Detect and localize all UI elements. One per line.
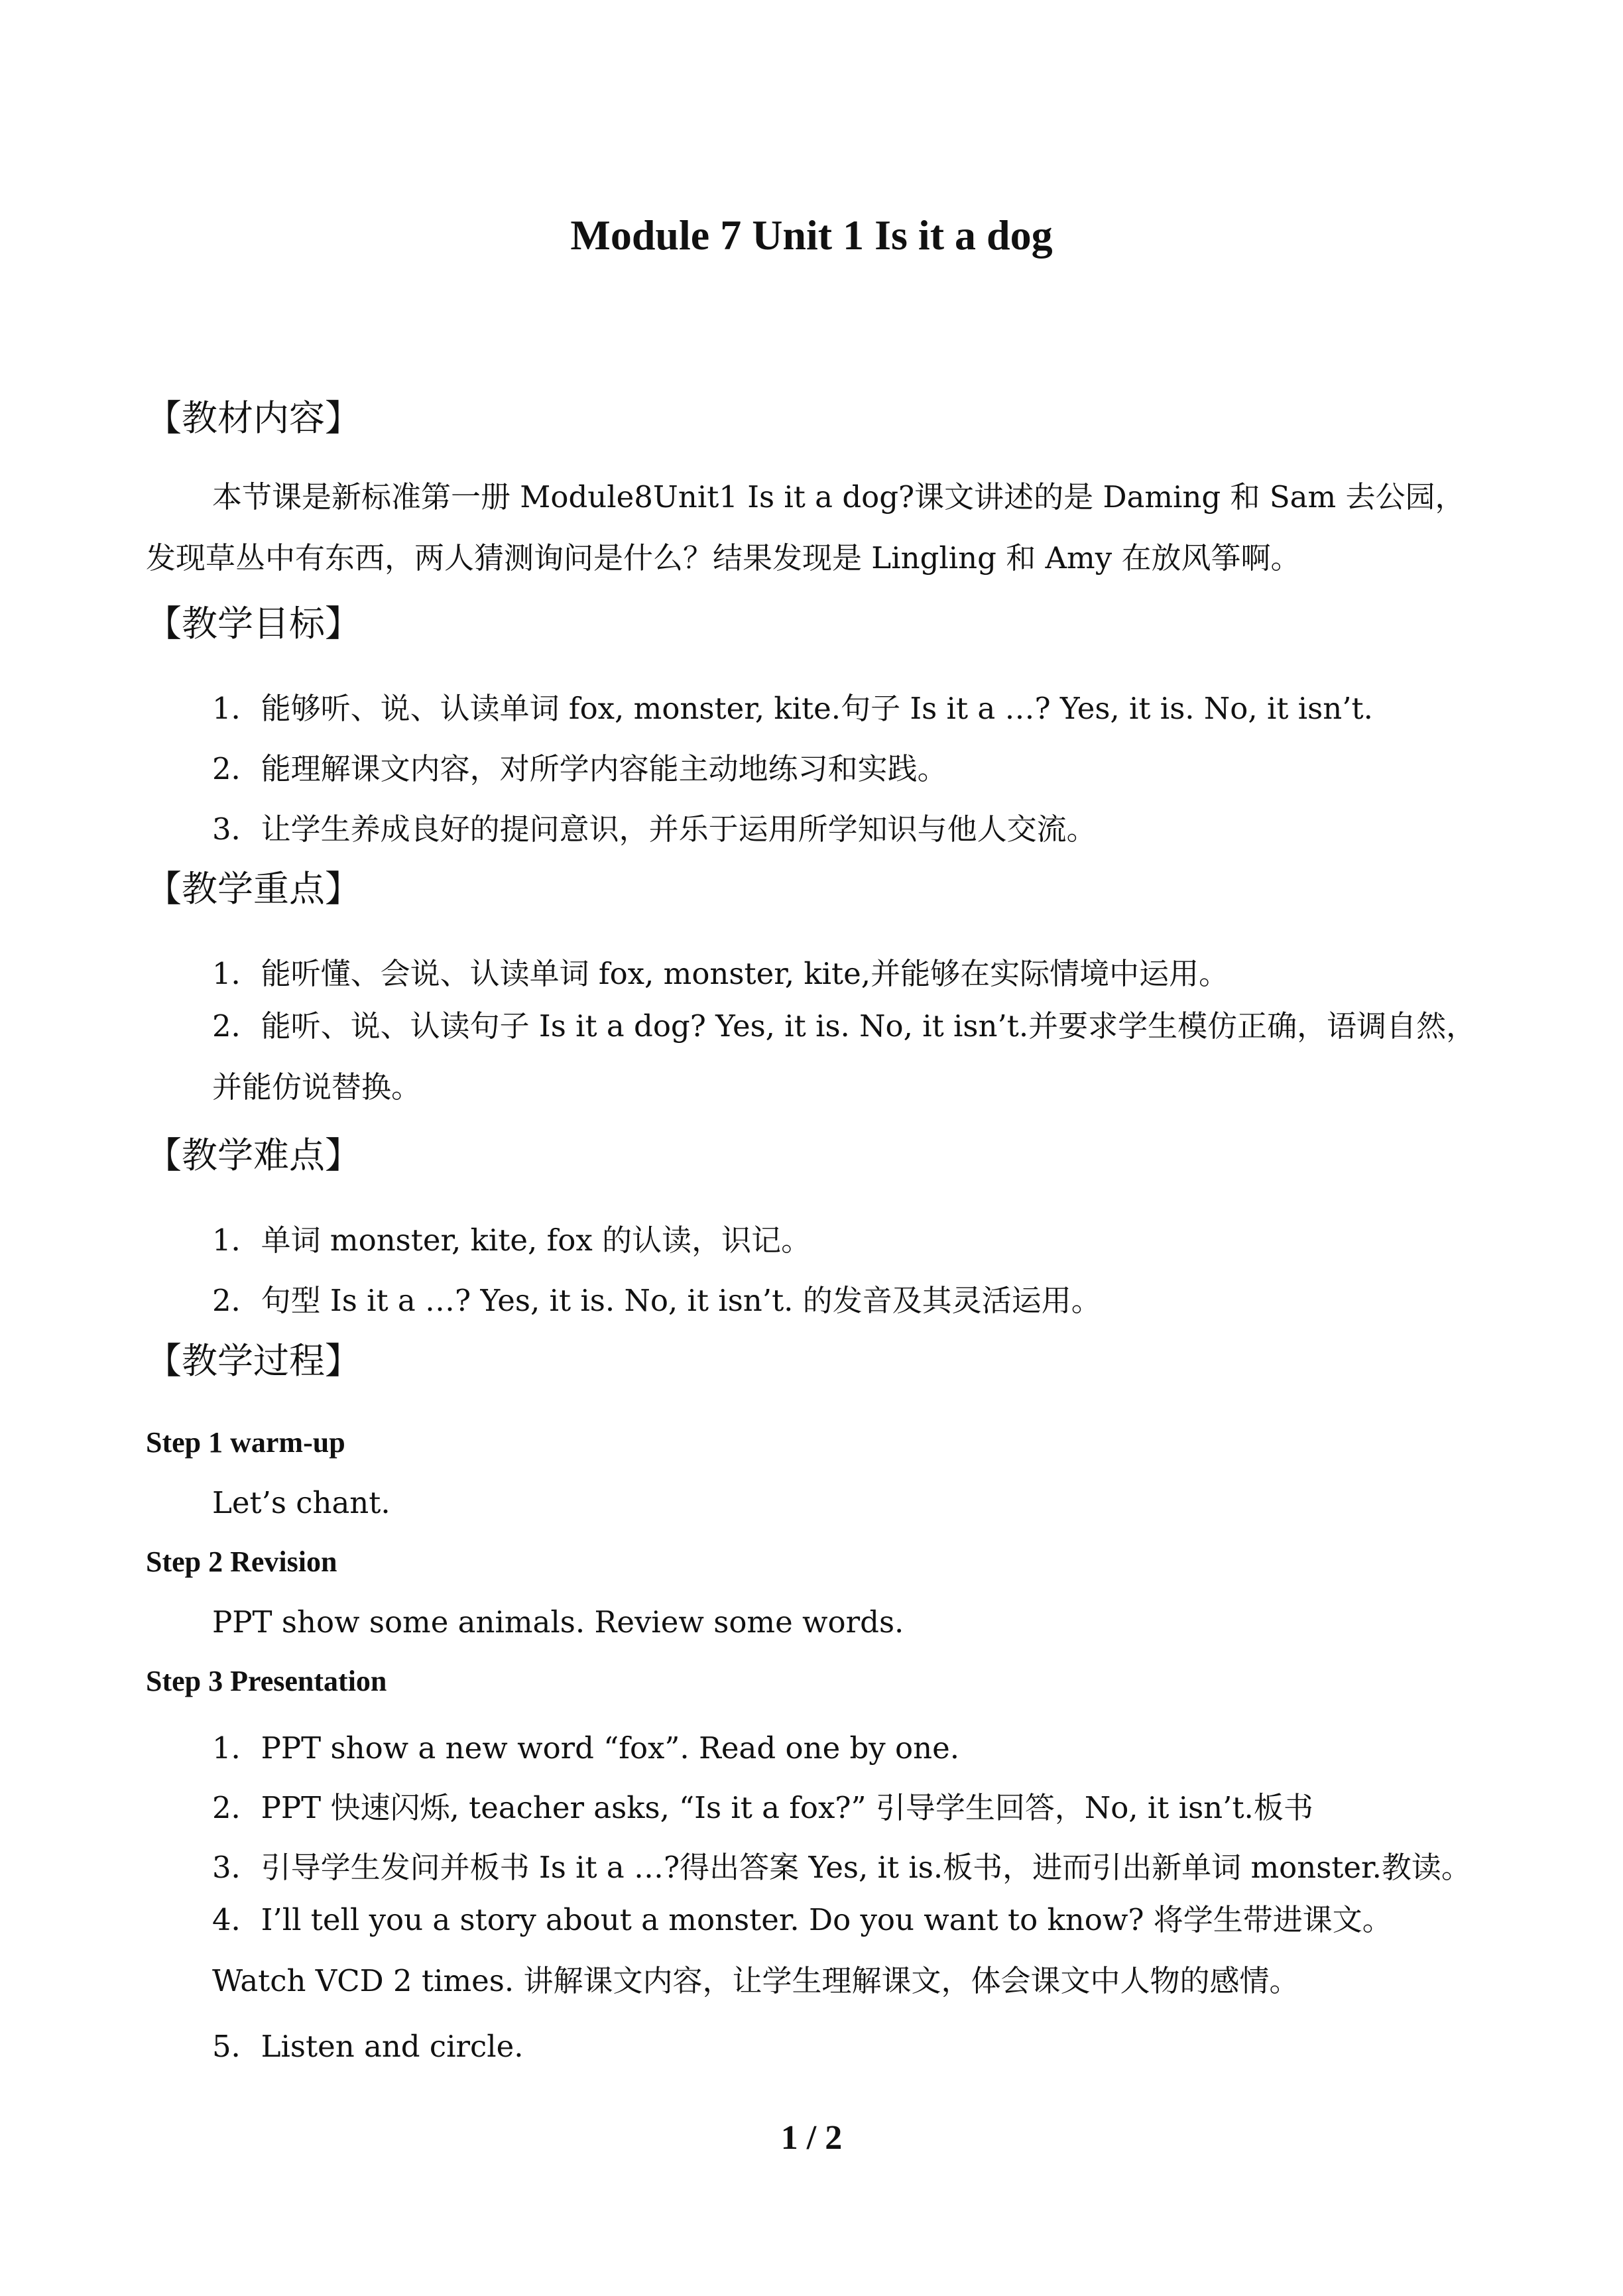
difficulty-item: 1．单词 monster, kite, fox 的认读，识记。 bbox=[212, 1223, 812, 1258]
objective-item: 3．让学生养成良好的提问意识，并乐于运用所学知识与他人交流。 bbox=[212, 812, 1097, 847]
page-number: 1 / 2 bbox=[780, 2119, 843, 2157]
step-item: 2．PPT 快速闪烁, teacher asks, “Is it a fox?” 引导学生回答，No, it isn’t.板书 bbox=[212, 1790, 1313, 1825]
step-title: Step 2 Revision bbox=[146, 1545, 337, 1578]
step-item: 4．I’ll tell you a story about a monster. Do you want to know? 将学生带进课文。Watch VCD 2 times. 讲解课文内容，让学生理解课文，体会课文中人物的感情。 bbox=[212, 1902, 1392, 1998]
section-heading-key-points: 【教学重点】 bbox=[146, 868, 361, 910]
step-item: 3．引导学生发问并板书 Is it a …?得出答案 Yes, it is.板书，进而引出新单词 monster.教读。 bbox=[212, 1850, 1471, 1885]
key-point-item: 1．能听懂、会说、认读单词 fox, monster, kite,并能够在实际情境中运用。 bbox=[212, 956, 1229, 991]
step-item: 1．PPT show a new word “fox”. Read one by one. bbox=[212, 1730, 960, 1766]
objective-item: 2．能理解课文内容，对所学内容能主动地练习和实践。 bbox=[212, 751, 947, 786]
section-heading-process: 【教学过程】 bbox=[146, 1340, 361, 1382]
section-heading-difficulties: 【教学难点】 bbox=[146, 1134, 361, 1176]
step-text: PPT show some animals. Review some words. bbox=[212, 1604, 904, 1640]
key-point-item: 2．能听、说、认读句子 Is it a dog? Yes, it is. No, it isn’t.并要求学生模仿正确，语调自然，并能仿说替换。 bbox=[212, 1008, 1476, 1105]
content-paragraph: 本节课是新标准第一册 Module8Unit1 Is it a dog?课文讲述的是 Daming 和 Sam 去公园，发现草丛中有东西，两人猜测询问是什么？结果发现是 Lingling 和 Amy 在放风筝啊。 bbox=[146, 479, 1465, 575]
section-heading-content: 【教材内容】 bbox=[146, 397, 361, 439]
step-text: Let’s chant. bbox=[212, 1485, 391, 1520]
difficulty-item: 2．句型 Is it a …? Yes, it is. No, it isn’t. 的发音及其灵活运用。 bbox=[212, 1283, 1101, 1318]
objective-item: 1．能够听、说、认读单词 fox, monster, kite.句子 Is it a …? Yes, it is. No, it isn’t. bbox=[212, 691, 1373, 726]
document-title: Module 7 Unit 1 Is it a dog bbox=[570, 211, 1053, 259]
section-heading-objectives: 【教学目标】 bbox=[146, 603, 361, 644]
step-title: Step 1 warm-up bbox=[146, 1426, 345, 1459]
step-title: Step 3 Presentation bbox=[146, 1665, 387, 1697]
step-item: 5．Listen and circle. bbox=[212, 2029, 524, 2064]
